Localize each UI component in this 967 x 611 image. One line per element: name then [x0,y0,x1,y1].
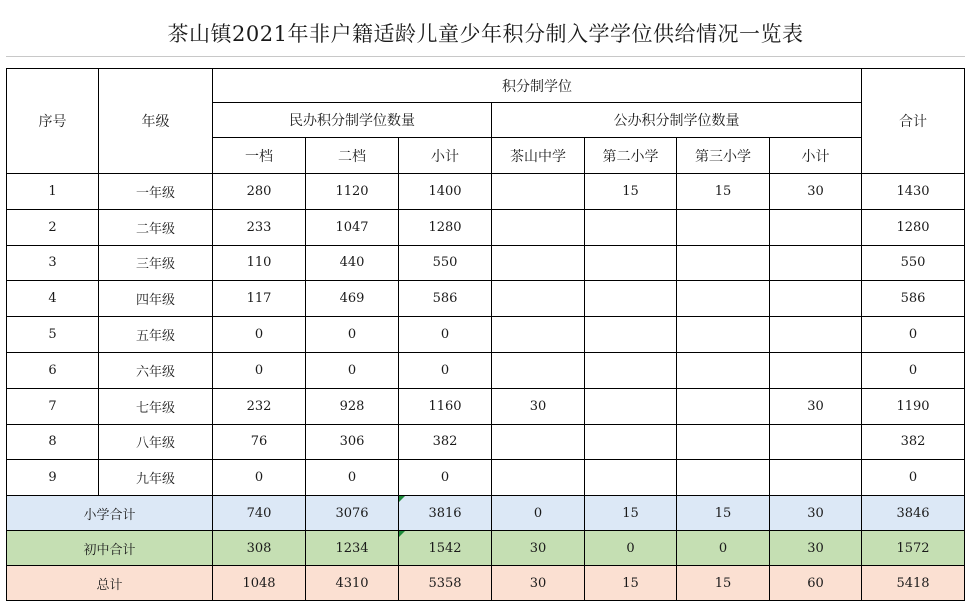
cell-seq: 1 [7,174,99,210]
header-total: 合计 [862,69,965,174]
cell-total: 550 [862,245,965,281]
cell-label: 总计 [7,566,213,601]
cell-tier2: 0 [306,460,399,496]
table-row [7,317,965,353]
header-grade: 年级 [99,69,213,174]
cell-private-subtotal: 382 [399,424,492,460]
cell-school-second [585,317,677,353]
cell-school-third [677,460,770,496]
cell-public-subtotal: 30 [770,174,862,210]
cell-label: 初中合计 [7,531,213,566]
cell-grade: 六年级 [99,352,213,388]
cell-total: 5418 [862,566,965,601]
cell-tier1: 0 [213,460,306,496]
cell-tier1: 233 [213,209,306,245]
cell-tier2: 0 [306,317,399,353]
cell-seq: 5 [7,317,99,353]
cell-public-subtotal: 30 [770,496,862,531]
cell-public-subtotal [770,245,862,281]
cell-private-subtotal: 0 [399,352,492,388]
cell-school-second [585,245,677,281]
cell-school-chashan: 30 [492,566,585,601]
cell-tier2: 1234 [306,531,399,566]
cell-tier1: 0 [213,352,306,388]
cell-seq: 3 [7,245,99,281]
cell-total: 1190 [862,388,965,424]
cell-seq: 9 [7,460,99,496]
cell-public-subtotal [770,281,862,317]
cell-tier1: 308 [213,531,306,566]
cell-school-third: 15 [677,496,770,531]
cell-tier1: 76 [213,424,306,460]
cell-grade: 二年级 [99,209,213,245]
table-row [7,352,965,388]
cell-public-subtotal [770,424,862,460]
cell-seq: 8 [7,424,99,460]
cell-tier1: 280 [213,174,306,210]
header-school-second: 第二小学 [585,138,677,174]
cell-grade: 七年级 [99,388,213,424]
table-row [7,245,965,281]
table-row [7,174,965,210]
page-title: 茶山镇2021年非户籍适龄儿童少年积分制入学学位供给情况一览表 [6,10,965,57]
cell-school-chashan [492,317,585,353]
cell-school-second [585,352,677,388]
cell-school-second [585,460,677,496]
cell-private-subtotal: 0 [399,460,492,496]
cell-seq: 7 [7,388,99,424]
cell-tier2: 1120 [306,174,399,210]
cell-school-chashan [492,245,585,281]
cell-tier2: 0 [306,352,399,388]
cell-public-subtotal [770,317,862,353]
cell-school-chashan [492,281,585,317]
cell-total: 0 [862,460,965,496]
cell-school-second: 0 [585,531,677,566]
cell-seq: 6 [7,352,99,388]
cell-private-subtotal: 1542 [399,531,492,566]
cell-school-third [677,209,770,245]
cell-public-subtotal [770,460,862,496]
cell-school-third: 15 [677,566,770,601]
table-row [7,281,965,317]
cell-private-subtotal: 550 [399,245,492,281]
cell-total: 1280 [862,209,965,245]
cell-grade: 八年级 [99,424,213,460]
cell-school-second [585,388,677,424]
supply-table [6,68,965,601]
cell-private-subtotal: 5358 [399,566,492,601]
cell-public-subtotal: 60 [770,566,862,601]
cell-seq: 2 [7,209,99,245]
cell-private-subtotal: 3816 [399,496,492,531]
cell-tier1: 740 [213,496,306,531]
grand-total-row [7,566,965,601]
cell-label: 小学合计 [7,496,213,531]
cell-public-subtotal: 30 [770,388,862,424]
table-row [7,388,965,424]
header-tier2: 二档 [306,138,399,174]
cell-school-second [585,209,677,245]
cell-grade: 一年级 [99,174,213,210]
cell-total: 3846 [862,496,965,531]
cell-tier2: 1047 [306,209,399,245]
cell-total: 0 [862,317,965,353]
cell-grade: 九年级 [99,460,213,496]
cell-school-third: 15 [677,174,770,210]
cell-tier2: 928 [306,388,399,424]
middle-total-row [7,531,965,566]
cell-school-second [585,281,677,317]
cell-grade: 五年级 [99,317,213,353]
table-row [7,209,965,245]
cell-private-subtotal: 0 [399,317,492,353]
cell-school-chashan [492,352,585,388]
header-school-chashan: 茶山中学 [492,138,585,174]
header-points-places: 积分制学位 [213,69,862,103]
cell-school-third [677,317,770,353]
table-row [7,424,965,460]
cell-tier2: 469 [306,281,399,317]
cell-school-third [677,388,770,424]
cell-school-chashan [492,174,585,210]
header-private-qty: 民办积分制学位数量 [213,103,492,138]
cell-grade: 四年级 [99,281,213,317]
cell-total: 382 [862,424,965,460]
cell-private-subtotal: 1400 [399,174,492,210]
cell-tier2: 3076 [306,496,399,531]
cell-school-third [677,352,770,388]
header-public-qty: 公办积分制学位数量 [492,103,862,138]
cell-tier1: 110 [213,245,306,281]
cell-school-third [677,245,770,281]
cell-school-chashan [492,460,585,496]
cell-school-second: 15 [585,496,677,531]
cell-private-subtotal: 586 [399,281,492,317]
cell-school-third: 0 [677,531,770,566]
cell-school-third [677,424,770,460]
table-row [7,460,965,496]
cell-private-subtotal: 1160 [399,388,492,424]
cell-school-second: 15 [585,174,677,210]
cell-school-chashan: 0 [492,496,585,531]
cell-tier1: 0 [213,317,306,353]
cell-tier2: 306 [306,424,399,460]
cell-seq: 4 [7,281,99,317]
cell-total: 586 [862,281,965,317]
cell-school-chashan: 30 [492,531,585,566]
cell-tier2: 440 [306,245,399,281]
cell-tier1: 1048 [213,566,306,601]
header-school-third: 第三小学 [677,138,770,174]
cell-school-second [585,424,677,460]
cell-public-subtotal [770,209,862,245]
cell-tier1: 117 [213,281,306,317]
cell-public-subtotal: 30 [770,531,862,566]
cell-school-third [677,281,770,317]
primary-total-row [7,496,965,531]
cell-school-chashan [492,209,585,245]
cell-public-subtotal [770,352,862,388]
header-private-subtotal: 小计 [399,138,492,174]
cell-total: 1572 [862,531,965,566]
cell-tier1: 232 [213,388,306,424]
cell-school-second: 15 [585,566,677,601]
cell-total: 0 [862,352,965,388]
header-public-subtotal: 小计 [770,138,862,174]
cell-private-subtotal: 1280 [399,209,492,245]
cell-grade: 三年级 [99,245,213,281]
cell-school-chashan: 30 [492,388,585,424]
cell-school-chashan [492,424,585,460]
header-tier1: 一档 [213,138,306,174]
cell-tier2: 4310 [306,566,399,601]
header-seq: 序号 [7,69,99,174]
cell-total: 1430 [862,174,965,210]
